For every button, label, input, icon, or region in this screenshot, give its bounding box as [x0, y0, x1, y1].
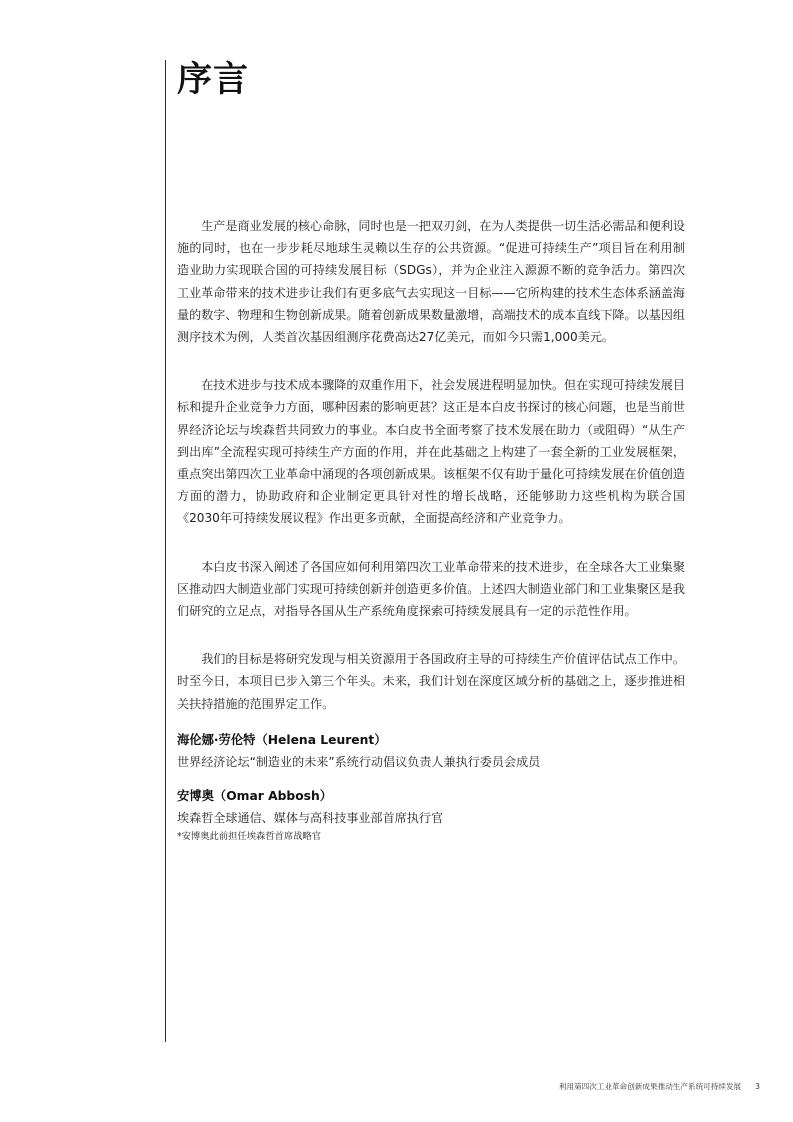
page-title: 序言: [177, 60, 250, 100]
paragraph-3: 本白皮书深入阐述了各国应如何利用第四次工业革命带来的技术进步，在全球各大工业集聚区推动四大制造业部门实现可持续创新并创造更多价值。上述四大制造业部门和工业集聚区是我们研究的立足点，对指导各国从生产系统角度探索可持续发展具有一定的示范性作用。: [177, 559, 685, 619]
signatory-role: 世界经济论坛“制造业的未来”系统行动倡议负责人兼执行委员会成员: [177, 754, 541, 769]
footer-title: 利用第四次工业革命创新成果推动生产系统可持续发展: [558, 1082, 742, 1091]
page-number: 3: [755, 1082, 760, 1091]
paragraph-2: 在技术进步与技术成本骤降的双重作用下，社会发展进程明显加快。但在实现可持续发展目标和提升企业竞争力方面，哪种因素的影响更甚？这正是本白皮书探讨的核心问题，也是当前世界经济论坛与埃森哲共同致力的事业。本白皮书全面考察了技术发展在助力（或阻碍）“从生产到出库”全流程实现可持续生产方面的作用，并在此基础之上构建了一套全新的工业发展框架，重点突出第四次工业革命中涌现的各项创新成果。该框架不仅有助于量化可持续发展在价值创造方面的潜力，协助政府和企业制定更具针对性的增长战略，还能够助力这些机构为联合国《2030年可持续发展议程》作出更多贡献，全面提高经济和产业竞争力。: [177, 378, 685, 526]
signatory-footnote: *安博奥此前担任埃森哲首席战略官: [177, 830, 322, 842]
signature-block: [177, 729, 685, 845]
page-footer: [559, 1081, 760, 1092]
signatory-name: 海伦娜·劳伦特（Helena Leurent）: [177, 732, 387, 747]
margin-rule: [165, 60, 166, 1042]
paragraph-1: 生产是商业发展的核心命脉，同时也是一把双刃剑，在为人类提供一切生活必需品和便利设施的同时，也在一步步耗尽地球生灵赖以生存的公共资源。“促进可持续生产”项目旨在利用制造业助力实现联合国的可持续发展目标（SDGs），并为企业注入源源不断的竞争活力。第四次工业革命带来的技术进步让我们有更多底气去实现这一目标——它所构建的技术生态体系涵盖海量的数字、物理和生物创新成果。随着创新成果数量激增，高端技术的成本直线下降。以基因组测序技术为例，人类首次基因组测序花费高达27亿美元，而如今只需1,000美元。: [177, 219, 685, 345]
paragraph-4: 我们的目标是将研究发现与相关资源用于各国政府主导的可持续生产价值评估试点工作中。时至今日，本项目已步入第三个年头。未来，我们计划在深度区域分析的基础之上，逐步推进相关扶持措施的范围界定工作。: [177, 652, 685, 711]
preface-body: [177, 215, 685, 845]
signature-spacer: [177, 773, 685, 785]
signatory-name: 安博奥（Omar Abbosh）: [177, 788, 333, 803]
signatory-role: 埃森哲全球通信、媒体与高科技事业部首席执行官: [177, 810, 444, 825]
